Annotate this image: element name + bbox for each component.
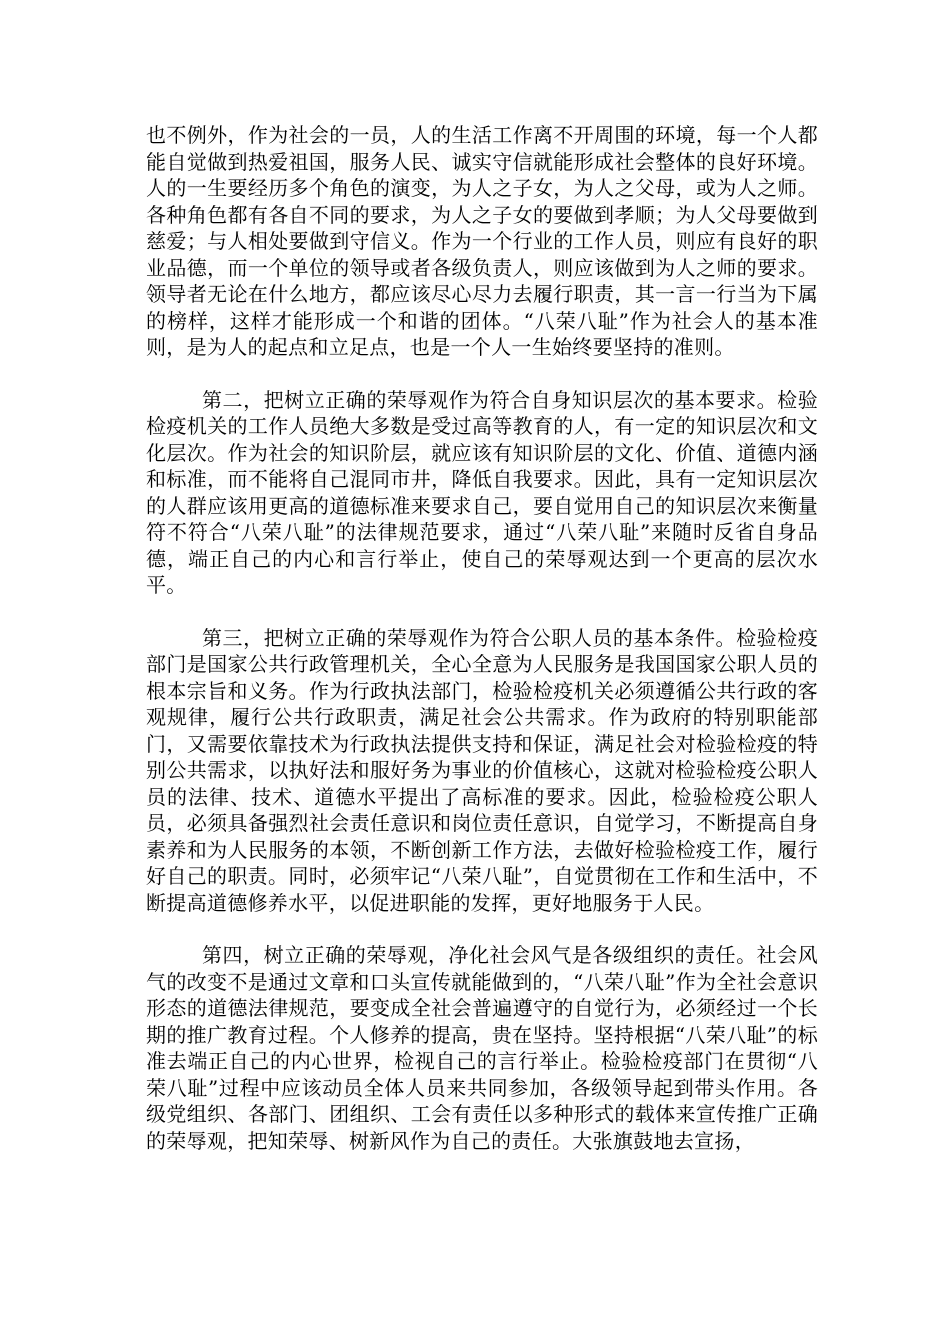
document-body	[146, 122, 818, 1154]
paragraph-second: 第二，把树立正确的荣辱观作为符合自身知识层次的基本要求。检验检疫机关的工作人员绝大多数是受过高等教育的人，有一定的知识层次和文化层次。作为社会的知识阶层，就应该有知识阶层的文化、价值、道德内涵和标准，而不能将自己混同市井，降低自我要求。因此，具有一定知识层次的人群应该用更高的道德标准来要求自己，要自觉用自己的知识层次来衡量符不符合“八荣八耻”的法律规范要求，通过“八荣八耻”来随时反省自身品德，端正自己的内心和言行举止，使自己的荣辱观达到一个更高的层次水平。	[146, 387, 818, 597]
paragraph-continuation: 也不例外，作为社会的一员，人的生活工作离不开周围的环境，每一个人都能自觉做到热爱祖国，服务人民、诚实守信就能形成社会整体的良好环境。人的一生要经历多个角色的演变，为人之子女，为人之父母，或为人之师。各种角色都有各自不同的要求，为人之子女的要做到孝顺；为人父母要做到慈爱；与人相处要做到守信义。作为一个行业的工作人员，则应有良好的职业品德，而一个单位的领导或者各级负责人，则应该做到为人之师的要求。领导者无论在什么地方，都应该尽心尽力去履行职责，其一言一行当为下属的榜样，这样才能形成一个和谐的团体。“八荣八耻”作为社会人的基本准则，是为人的起点和立足点，也是一个人一生始终要坚持的准则。	[146, 123, 818, 359]
paragraph-third: 第三，把树立正确的荣辱观作为符合公职人员的基本条件。检验检疫部门是国家公共行政管理机关，全心全意为人民服务是我国国家公职人员的根本宗旨和义务。作为行政执法部门，检验检疫机关必须遵循公共行政的客观规律，履行公共行政职责，满足社会公共需求。作为政府的特别职能部门，又需要依靠技术为行政执法提供支持和保证，满足社会对检验检疫的特别公共需求，以执好法和服好务为事业的价值核心，这就对检验检疫公职人员的法律、技术、道德水平提出了高标准的要求。因此，检验检疫公职人员，必须具备强烈社会责任意识和岗位责任意识，自觉学习，不断提高自身素养和为人民服务的本领，不断创新工作方法，去做好检验检疫工作，履行好自己的职责。同时，必须牢记“八荣八耻”，自觉贯彻在工作和生活中，不断提高道德修养水平，以促进职能的发挥，更好地服务于人民。	[146, 625, 818, 915]
paragraph-fourth: 第四，树立正确的荣辱观，净化社会风气是各级组织的责任。社会风气的改变不是通过文章和口头宣传就能做到的，“八荣八耻”作为全社会意识形态的道德法律规范，要变成全社会普遍遵守的自觉行为，必须经过一个长期的推广教育过程。个人修养的提高，贵在坚持。坚持根据“八荣八耻”的标准去端正自己的内心世界，检视自己的言行举止。检验检疫部门在贯彻“八荣八耻”过程中应该动员全体人员来共同参加，各级领导起到带头作用。各级党组织、各部门、团组织、工会有责任以多种形式的载体来宣传推广正确的荣辱观，把知荣辱、树新风作为自己的责任。大张旗鼓地去宣扬，	[146, 943, 818, 1153]
